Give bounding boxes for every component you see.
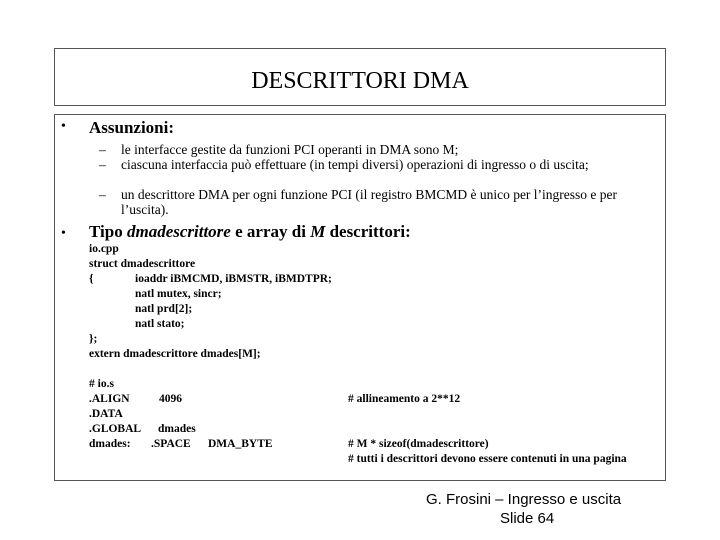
code-global-val: dmades (158, 423, 196, 435)
heading-part: e array di (230, 222, 311, 241)
code-field-1: ioaddr iBMCMD, iBMSTR, iBMDTPR; (135, 273, 332, 285)
code-space-val: DMA_BYTE (208, 438, 273, 450)
code-field-3: natl prd[2]; (135, 303, 193, 315)
code-field-4: natl stato; (135, 318, 185, 330)
title-box (54, 48, 666, 106)
code-data-dir: .DATA (89, 408, 123, 420)
heading-part: Tipo (89, 222, 127, 241)
bullet-heading-assunzioni: Assunzioni: (89, 118, 175, 137)
code-space-dir: .SPACE (151, 438, 191, 450)
dash-marker: – (99, 142, 106, 157)
code-struct-line: struct dmadescrittore (89, 258, 196, 270)
heading-type-name: dmadescrittore (126, 222, 231, 241)
dash-marker: – (99, 187, 106, 202)
code-global-dir: .GLOBAL (89, 423, 142, 435)
heading-part: descrittori: (325, 222, 411, 241)
code-align-val: 4096 (159, 393, 182, 405)
code-extern-line: extern dmadescrittore dmades[M]; (89, 348, 261, 360)
code-file-cpp: io.cpp (89, 243, 119, 255)
sub-item-text: ciascuna interfaccia può effettuare (in tempi diversi) operazioni di ingresso o di uscita; (121, 157, 589, 172)
code-space-comment-2: # tutti i descrittori devono essere contenuti in una pagina (348, 453, 627, 465)
bullet-marker-1: • (61, 119, 66, 134)
content-box (54, 114, 666, 481)
code-brace-close: }; (89, 333, 98, 345)
footer-slide-number: Slide 64 (500, 510, 555, 527)
code-field-2: natl mutex, sincr; (135, 288, 222, 300)
slide-title: DESCRITTORI DMA (251, 67, 469, 94)
code-brace-open: { (89, 273, 94, 285)
bullet-heading-tipo (89, 222, 411, 242)
code-file-s: # io.s (89, 378, 114, 390)
sub-item-text: le interfacce gestite da funzioni PCI operanti in DMA sono M; (121, 142, 459, 157)
code-space-comment-1: # M * sizeof(dmadescrittore) (348, 438, 489, 450)
code-align-dir: .ALIGN (89, 393, 130, 405)
sub-item-text: un descrittore DMA per ogni funzione PCI (il registro BMCMD è unico per l’ingresso e per l’uscita). (121, 187, 618, 217)
code-align-comment: # allineamento a 2**12 (348, 393, 461, 405)
heading-m: M (310, 222, 326, 241)
dash-marker: – (99, 157, 106, 172)
bullet-marker-2: • (61, 226, 66, 241)
code-label: dmades: (89, 438, 131, 450)
footer-author-topic: G. Frosini – Ingresso e uscita (426, 491, 622, 508)
